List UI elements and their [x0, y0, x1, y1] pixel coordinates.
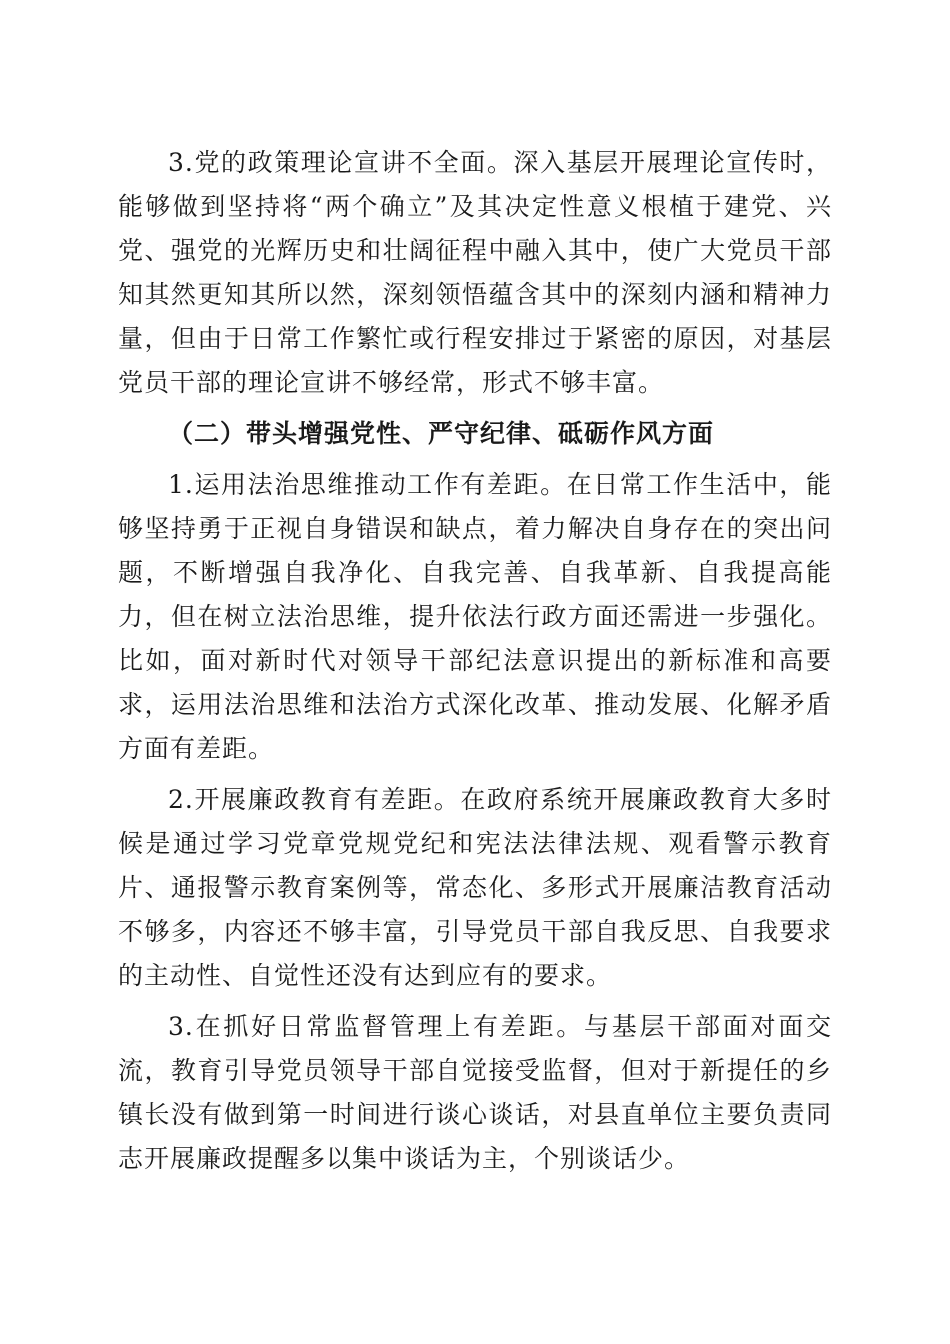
paragraph-integrity-education: 2.开展廉政教育有差距。在政府系统开展廉政教育大多时候是通过学习党章党规党纪和宪法法律法规、观看警示教育片、通报警示教育案例等，常态化、多形式开展廉洁教育活动不够多，内容还不够丰富，引导党员干部自我反思、自我要求的主动性、自觉性还没有达到应有的要求。 — [118, 785, 832, 990]
section-heading-party-spirit: （二）带头增强党性、严守纪律、砥砺作风方面 — [168, 419, 715, 448]
paragraph-policy-theory: 3.党的政策理论宣讲不全面。深入基层开展理论宣传时，能够做到坚持将“两个确立”及其决定性意义根植于建党、兴党、强党的光辉历史和壮阔征程中融入其中，使广大党员干部知其然更知其所以然，深刻领悟蕴含其中的深刻内涵和精神力量，但由于日常工作繁忙或行程安排过于紧密的原因，对基层党员干部的理论宣讲不够经常，形式不够丰富。 — [118, 148, 832, 397]
paragraph-rule-of-law: 1.运用法治思维推动工作有差距。在日常工作生活中，能够坚持勇于正视自身错误和缺点，着力解决自身存在的突出问题，不断增强自我净化、自我完善、自我革新、自我提高能力，但在树立法治思维，提升依法行政方面还需进一步强化。比如，面对新时代对领导干部纪法意识提出的新标准和高要求，运用法治思维和法治方式深化改革、推动发展、化解矛盾方面有差距。 — [118, 470, 832, 763]
document-body — [118, 141, 832, 1188]
paragraph-daily-supervision: 3.在抓好日常监督管理上有差距。与基层干部面对面交流，教育引导党员领导干部自觉接受监督，但对于新提任的乡镇长没有做到第一时间进行谈心谈话，对县直单位主要负责同志开展廉政提醒多以集中谈话为主，个别谈话少。 — [118, 1012, 832, 1173]
